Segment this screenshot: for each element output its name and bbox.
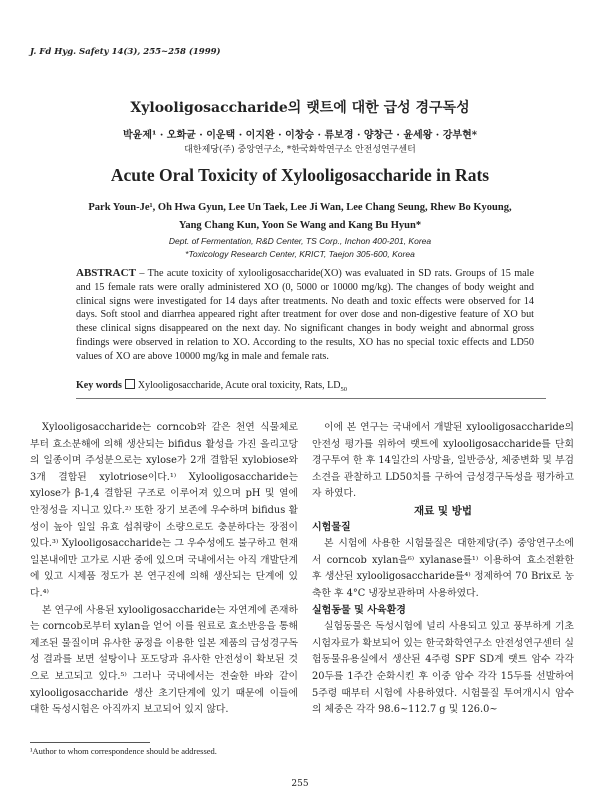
subheading-animals: 실험동물 및 사육환경 (312, 604, 406, 616)
subheading-test-substance: 시험물질 (312, 521, 351, 533)
divider (76, 398, 546, 399)
abstract (76, 267, 534, 364)
section-heading-methods: 재료 및 방법 (413, 504, 473, 517)
right-paragraph-2: 본 시험에 사용한 시험물질은 대한제당(주) 중앙연구소에서 corncob xylan을⁶⁾ xylanase를¹⁾ 이용하여 효소전환한 후 생산된 xylooligosaccharide를⁴⁾ 정제하여 70 Brix로 농축한 후 4°C 냉장보관하며 사용하였다. (312, 538, 574, 599)
right-paragraph-1: 이에 본 연구는 국내에서 개발된 xylooligosaccharide의 안전성 평가를 위하여 랫트에 xylooligosaccharide를 단회 경구투여 한 후 14일간의 사망율, 일반증상, 체중변화 및 부검소견을 관찰하고 LD50치를 구하여 급성경구독성을 평가하고자 하였다. (312, 422, 574, 500)
affiliation-line-1: Dept. of Fermentation, R&D Center, TS Corp., Inchon 400-201, Korea (168, 236, 432, 246)
right-paragraph-3: 실험동물은 독성시험에 널리 사용되고 있고 풍부하게 기초시험자료가 확보되어 있는 한국화학연구소 안전성연구센터 실험동물유용실에서 생산된 4주령 SPF SD계 랫트 암수 각각 20두를 1주간 순화시킨 후 이중 암수 각각 15두를 선발하여 5주령 때부터 시험에 사용하였다. 시험물질 투여개시시 암수의 체중은 각각 98.6~112.7 g 및 126.0~ (312, 621, 574, 716)
left-paragraph-1: Xylooligosaccharide는 corncob와 같은 천연 식물체로부터 효소분해에 의해 생산되는 bifidus 활성을 가진 올리고당의 일종이며 주성분으로는 xylose가 2개 결합된 xylobiose와 3개 결합된 xylotriose이다.¹⁾ Xylooligosaccharide는 xylose가 β-1,4 결합된 구조로 이루어져 있으며 pH 및 열에 안정성을 지니고 있다.²⁾ 또한 장기 보존에 우수하며 bifidus 활성이 높아 일일 유효 섭취량이 소량으로도 충분하다는 장점이 있다.³⁾ Xylooligosaccharide는 그 우수성에도 불구하고 현재 일본내에만 고가로 시판 중에 있으며 국내에서는 아직 개발단계에 있고 시제품 정도가 본 연구진에 의해 생산되는 단계에 있다.⁴⁾ (30, 422, 298, 599)
page-number: 255 (291, 779, 309, 789)
abstract-label: ABSTRACT (76, 267, 136, 279)
abstract-text: – The acute toxicity of xylooligosaccharide(XO) was evaluated in SD rats. Groups of 15 male and 15 female rats were orally administered XO (0, 5000 or 10000 mg/kg). The changes of body weight and clinical signs were investigated for 14 days after treatments. No death and toxic effects were observed for 14 days. Soft stool and diarrhea appeared right after treatment for over dose and non-digestive feature of XO but these clinical signs disappeared on the next day. No significant changes in body weight and abnormal gross findings were observed in relation to XO. According to the results, XO has no special toxic effects and LD50 values of XO are above 10000 mg/kg in male and female rats. (76, 268, 535, 362)
keywords-text: Xylooligosaccharide, Acute oral toxicity, Rats, LD (137, 380, 341, 391)
affiliation-line-2: *Toxicology Research Center, KRICT, Taejon 305-600, Korea (185, 249, 415, 259)
korean-title: Xylooligosaccharide의 랫트에 대한 급성 경구독성 (130, 100, 470, 116)
journal-citation: J. Fd Hyg. Safety 14(3), 255~258 (1999) (30, 47, 221, 57)
english-authors (0, 199, 600, 235)
footnote-divider (30, 742, 150, 743)
keywords-label: Key words (76, 380, 122, 391)
checkbox-square-icon (125, 379, 135, 389)
english-authors-line-1: Park Youn-Je¹, Oh Hwa Gyun, Lee Un Taek, Lee Ji Wan, Lee Chang Seung, Rhew Bo Kyoung, (88, 202, 512, 213)
left-paragraph-2: 본 연구에 사용된 xylooligosaccharide는 자연계에 존재하는 corncob로부터 xylan을 얻어 이를 원료로 효소반응을 통해 제조된 물질이며 유사한 공정을 이용한 일본 제품의 급성경구독성 결과를 보면 설탕이나 포도당과 유사한 안전성이 확보된 것으로 보고되고 있다.⁵⁾ 그러나 국내에서는 전술한 바와 같이 xylooligosaccharide 생산 초기단계에 있기 때문에 이들에 대한 독성시험은 아직까지 보고되어 있지 않다. (30, 604, 298, 716)
english-affiliation (0, 235, 600, 261)
left-column (30, 420, 298, 719)
keywords-subscript: 50 (340, 386, 347, 393)
korean-authors: 박윤제¹ · 오화균 · 이운택 · 이지완 · 이창승 · 류보경 · 양창근 · 윤세왕 · 강부현* (123, 130, 477, 141)
english-authors-line-2: Yang Chang Kun, Yoon Se Wang and Kang Bu Hyun* (178, 220, 422, 231)
english-title: Acute Oral Toxicity of Xylooligosaccharide in Rats (110, 165, 490, 185)
korean-affiliation: 대한제당(주) 중앙연구소, *한국화학연구소 안전성연구센터 (184, 145, 416, 155)
keywords (76, 379, 546, 393)
right-column (312, 420, 574, 719)
footnote: ¹Author to whom correspondence should be addressed. (30, 746, 217, 756)
